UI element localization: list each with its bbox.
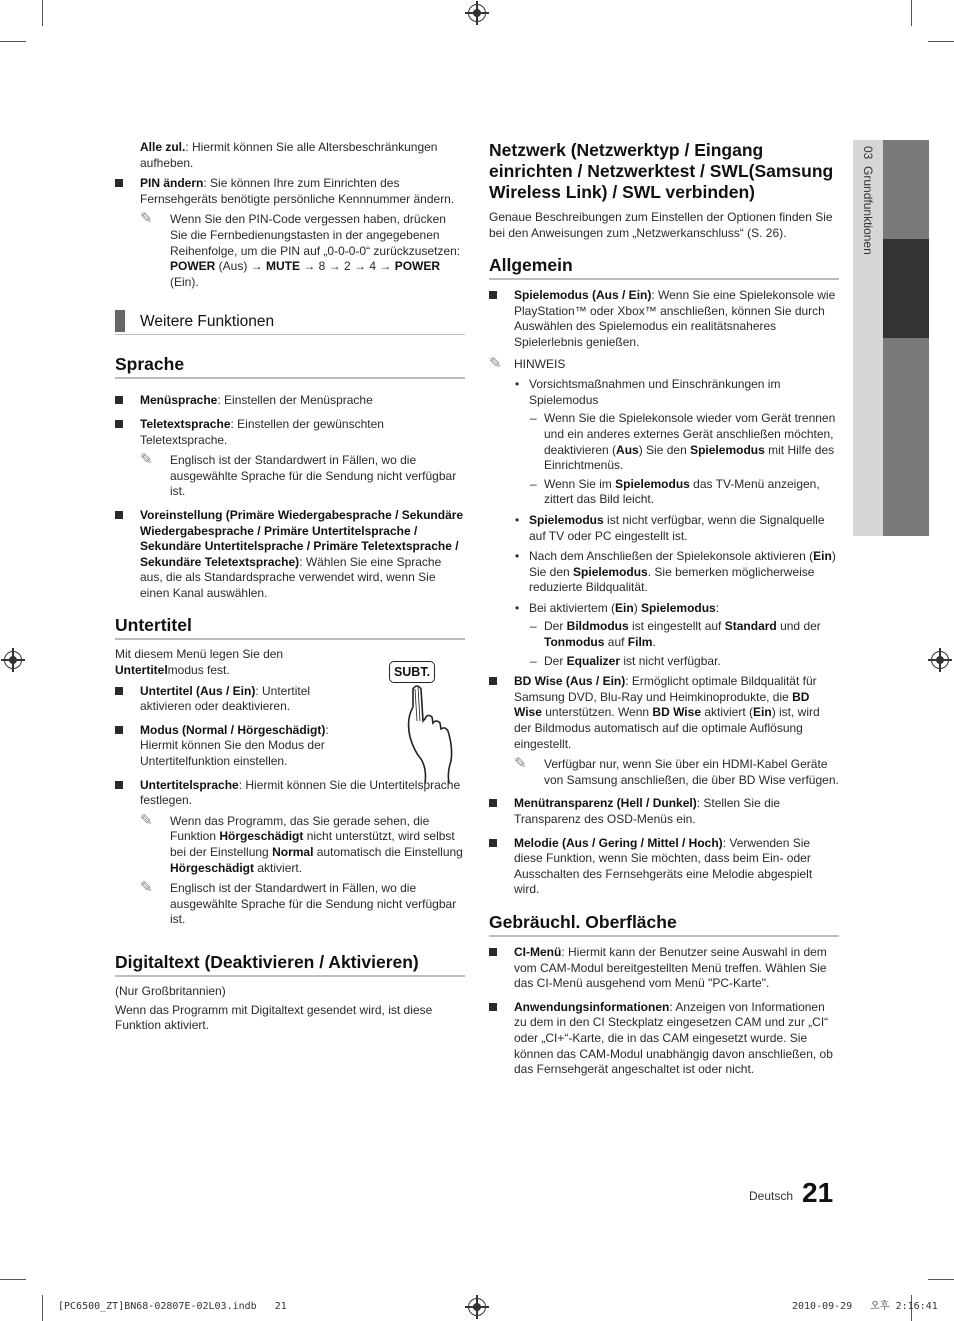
list-item xyxy=(514,513,839,544)
term: Ein xyxy=(813,549,832,564)
teletextsprache-item xyxy=(115,417,465,448)
chapter-title: Grundfunktionen xyxy=(861,166,875,255)
term: Untertitel xyxy=(115,663,168,678)
text: auf xyxy=(604,635,628,650)
list-item xyxy=(529,619,839,650)
text: . xyxy=(652,635,656,650)
untertitel-block xyxy=(115,647,465,928)
text: : Stellen Sie die Transparenz des OSD-Menüs ein. xyxy=(514,796,781,826)
pencil-note-icon: ✎ xyxy=(489,354,502,372)
text: aktiviert. xyxy=(254,860,303,875)
text: das TV-Menü anzeigen, zittert das Bild leicht. xyxy=(544,476,820,507)
note-text: Englisch ist der Standardwert in Fällen, wo die ausgewählte Sprache für die Sendung nicht verfügbar ist. xyxy=(170,453,457,499)
text: : Wenn Sie eine Spielekonsole wie PlayStation™ oder Xbox™ anschließen, können Sie durch Auswählen des Spielemodus ein realitätsnaheres Spielerlebnis genießen. xyxy=(514,288,836,349)
hoergeschaedigt-note xyxy=(140,811,465,876)
untertitel-heading: Untertitel xyxy=(115,615,465,640)
registration-mark-icon xyxy=(468,1298,486,1316)
term: Tonmodus xyxy=(544,635,605,650)
anwendungsinformationen-item xyxy=(489,1000,839,1078)
crop-mark xyxy=(911,0,912,26)
list-item xyxy=(529,411,839,473)
text: : Einstellen der gewünschten Teletextsprache. xyxy=(140,416,384,447)
text: : Hiermit können Sie den Modus der Untertitelfunktion einstellen. xyxy=(140,722,329,769)
teletext-note xyxy=(140,453,465,500)
term: Film xyxy=(627,635,653,650)
term: Spielemodus xyxy=(690,442,765,457)
untertitel-aus-ein-item xyxy=(115,684,320,715)
term: Menüsprache xyxy=(140,393,218,408)
list-item xyxy=(514,549,839,596)
note-text: Wenn Sie den PIN-Code vergessen haben, drücken Sie die Fernbedienungstasten in der angegebenen Reihenfolge, um die PIN auf „0-0-0-0“ zurückzusetzen: xyxy=(170,212,461,258)
bdwise-item xyxy=(489,674,839,752)
term: Spielemodus (Aus / Ein) xyxy=(514,288,652,303)
crop-mark xyxy=(42,1295,43,1321)
term: Melodie (Aus / Gering / Mittel / Hoch) xyxy=(514,835,723,850)
untertitelsprache-item xyxy=(115,778,465,809)
term: Bildmodus xyxy=(566,619,629,634)
chapter-number: 03 xyxy=(861,146,875,160)
text: Wenn das Programm, das Sie gerade sehen, die Funktion xyxy=(170,813,430,844)
text: Bei aktiviertem ( xyxy=(529,600,616,615)
crop-mark xyxy=(0,1279,26,1280)
hinweis-label xyxy=(489,354,839,373)
pencil-note-icon: ✎ xyxy=(140,451,153,469)
list-item xyxy=(514,601,839,617)
term: Equalizer xyxy=(566,653,621,668)
spielemodus-item xyxy=(489,288,839,350)
text: unterstützen. Wenn xyxy=(541,705,653,720)
term: Spielemodus xyxy=(529,512,604,527)
page-language: Deutsch xyxy=(749,1189,794,1203)
print-slug-file: [PC6500_ZT]BN68-02807E-02L03.indb 21 xyxy=(58,1301,287,1312)
key-mute: MUTE xyxy=(266,259,301,274)
text: und der xyxy=(776,619,821,634)
note-text: Verfügbar nur, wenn Sie über ein HDMI-Kabel Geräte von Samsung anschließen, die über BD Wise verfügen. xyxy=(544,757,839,787)
term: CI-Menü xyxy=(514,944,562,959)
registration-mark-icon xyxy=(931,651,949,669)
pencil-note-icon: ✎ xyxy=(140,210,153,228)
registration-mark-icon xyxy=(468,4,486,22)
term: Menütransparenz (Hell / Dunkel) xyxy=(514,796,697,811)
term: Standard xyxy=(724,619,777,634)
text: Nach dem Anschließen der Spielekonsole aktivieren ( xyxy=(529,549,814,564)
seq-text: (Ein). xyxy=(170,274,199,289)
term: Anwendungsinformationen xyxy=(514,999,670,1014)
term: Spielemodus xyxy=(641,600,716,615)
crop-mark xyxy=(928,41,954,42)
text: : Sie können Ihre zum Einrichten des Fernsehgeräts benötigte persönliche Kennnummer ändern. xyxy=(140,176,455,206)
term: Spielemodus xyxy=(615,476,690,491)
text: ) Sie den xyxy=(638,442,691,457)
term: Hörgeschädigt xyxy=(219,829,304,844)
netzwerk-heading: Netzwerk (Netzwerktyp / Eingang einrichten / Netzwerktest / SWL(Samsung Wireless Link) / SWL verbinden) xyxy=(489,140,834,202)
menuesprache-item xyxy=(115,393,465,409)
term: Hörgeschädigt xyxy=(170,860,255,875)
text: : Hiermit kann der Benutzer seine Auswahl in dem vom CAM-Modul bereitgestellten Menü treffen. Wählen Sie das CI-Menü ausgehend vom Menü "PC-Karte". xyxy=(514,944,827,991)
menuetransparenz-item xyxy=(489,796,839,827)
term: Normal xyxy=(272,845,314,859)
text: Mit diesem Menü legen Sie den xyxy=(115,647,284,662)
text: : Einstellen der Menüsprache xyxy=(217,393,373,408)
text: Der xyxy=(544,619,567,634)
term: Voreinstellung (Primäre Wiedergabesprache / Sekundäre Wiedergabesprache / Primäre Untertitelsprache / Sekundäre Untertitelsprache / Primäre Teletextsprache / Sekundäre Teletextsprache) xyxy=(140,507,464,569)
seq-text: → 8 → 2 → 4 → xyxy=(300,259,395,274)
englisch-note xyxy=(140,881,465,928)
registration-mark-icon xyxy=(4,651,22,669)
key-power: POWER xyxy=(170,259,216,274)
term: PIN ändern xyxy=(140,176,204,191)
crop-mark xyxy=(42,0,43,26)
oberflaeche-heading: Gebräuchl. Oberfläche xyxy=(489,912,839,937)
list-item xyxy=(529,477,839,508)
text: ) xyxy=(633,600,642,615)
pencil-note-icon: ✎ xyxy=(514,755,527,773)
list-item xyxy=(514,377,839,408)
term: BD Wise xyxy=(514,689,810,720)
text: Wenn Sie die Spielekonsole wieder vom Gerät trennen und ein anderes externes Gerät anschließen möchten, deaktivieren ( xyxy=(544,411,836,457)
voreinstellung-item xyxy=(115,508,465,602)
pencil-note-icon: ✎ xyxy=(140,811,153,829)
allgemein-heading: Allgemein xyxy=(489,255,839,280)
text: : Untertitel aktivieren oder deaktivieren. xyxy=(140,683,311,714)
term: Spielemodus xyxy=(573,564,648,579)
text: : Hiermit können Sie die Untertitelsprache festlegen. xyxy=(140,777,461,808)
melodie-item xyxy=(489,836,839,898)
text: ) Sie den xyxy=(529,549,836,579)
subt-button: SUBT. xyxy=(389,661,435,683)
term: BD Wise xyxy=(652,705,701,720)
term: Aus xyxy=(616,442,639,457)
note-text: Englisch ist der Standardwert in Fällen, wo die ausgewählte Sprache für die Sendung nicht verfügbar ist. xyxy=(170,881,457,927)
term: Modus (Normal / Hörgeschädigt) xyxy=(140,722,326,737)
text: ) ist, wird der Bildmodus automatisch auf die optimale Auflösung eingestellt. xyxy=(514,705,820,751)
print-slug-date: 2010-09-29 오후 2:16:41 xyxy=(792,1301,938,1312)
seq-text: (Aus) → xyxy=(215,259,267,274)
term: BD Wise (Aus / Ein) xyxy=(514,674,626,689)
term: Alle zul. xyxy=(140,140,186,154)
subt-remote-illustration xyxy=(387,659,467,784)
term: Untertitel (Aus / Ein) xyxy=(140,683,256,698)
list-item xyxy=(529,654,839,670)
crop-mark xyxy=(0,41,26,42)
digitaltext-line2: Wenn das Programm mit Digitaltext gesendet wird, ist diese Funktion aktiviert. xyxy=(115,1002,433,1033)
term: Teletextsprache xyxy=(140,416,231,431)
alle-zul-item xyxy=(115,140,465,171)
chapter-tab xyxy=(853,140,929,536)
modus-item xyxy=(115,723,340,770)
note-heading: HINWEIS xyxy=(514,356,566,371)
text: Vorsichtsmaßnahmen und Einschränkungen im Spielemodus xyxy=(529,377,781,407)
text: Wenn Sie im xyxy=(544,476,616,491)
text: ist nicht verfügbar, wenn die Signalquelle auf TV oder PC eingestellt ist. xyxy=(529,512,825,543)
pencil-note-icon: ✎ xyxy=(140,879,153,897)
right-column xyxy=(489,140,839,1078)
key-power: POWER xyxy=(394,259,441,274)
text: : Hiermit können Sie alle Altersbeschränkungen aufheben. xyxy=(140,140,438,170)
sprache-heading: Sprache xyxy=(115,354,465,379)
ci-menue-item xyxy=(489,945,839,992)
pointing-hand-icon xyxy=(387,659,467,784)
text: nicht unterstützt, wird selbst bei der Einstellung xyxy=(170,829,455,859)
text: : Wählen Sie eine Sprache aus, die als Standardsprache verwendet wird, wenn Sie einen Kanal auswählen. xyxy=(140,554,442,600)
digitaltext-line1: (Nur Großbritannien) xyxy=(115,983,226,998)
text: : Verwenden Sie diese Funktion, wenn Sie möchten, dass beim Ein- oder Ausschalten des Fernsehgeräts eine Melodie abgespielt wird. xyxy=(514,835,813,897)
chapter-tab-active xyxy=(883,239,929,338)
text: : Ermöglicht optimale Bildqualität für Samsung DVD, Blu-Ray und Heimkinoprodukte, die xyxy=(514,674,817,704)
pin-item xyxy=(115,176,465,207)
digitaltext-heading: Digitaltext (Deaktivieren / Aktivieren) xyxy=(115,952,465,977)
term: Ein xyxy=(615,600,634,615)
left-column xyxy=(115,140,465,1034)
untertitel-intro xyxy=(115,647,305,678)
text: ist eingestellt auf xyxy=(628,619,725,634)
hinweis-list xyxy=(514,377,839,669)
page-number: 21 xyxy=(802,1177,834,1208)
weitere-funktionen-heading: Weitere Funktionen xyxy=(115,312,465,335)
term: Ein xyxy=(753,705,772,720)
text: Der xyxy=(544,653,567,668)
text: ist nicht verfügbar. xyxy=(620,653,721,668)
text: : xyxy=(715,600,720,615)
text: modus fest. xyxy=(167,663,230,678)
text: . Sie bemerken möglicherweise reduzierte Bildqualität. xyxy=(529,564,815,595)
chapter-label xyxy=(860,146,875,255)
term: Untertitelsprache xyxy=(140,777,239,792)
bdwise-note xyxy=(514,757,839,788)
crop-mark xyxy=(928,1279,954,1280)
netzwerk-text: Genaue Beschreibungen zum Einstellen der Optionen finden Sie bei den Anweisungen zum „Netzwerkanschluss“ (S. 26). xyxy=(489,210,833,240)
text: aktiviert ( xyxy=(701,705,754,720)
text: automatisch die Einstellung xyxy=(313,845,463,859)
text: mit Hilfe des Einrichtmenüs. xyxy=(544,442,835,473)
text: : Anzeigen von Informationen zu dem in den CI Steckplatz eingesetzen CAM und zur „CI“ oder „CI+“-Karte, die in das CAM eingesetzt wurde. Sie können das CAM-Modul unabhängig davon anschließen, ob das Fernsehgerät angeschaltet ist oder nicht. xyxy=(514,999,833,1077)
chapter-tab-dark xyxy=(883,140,929,536)
pin-note xyxy=(140,212,465,290)
